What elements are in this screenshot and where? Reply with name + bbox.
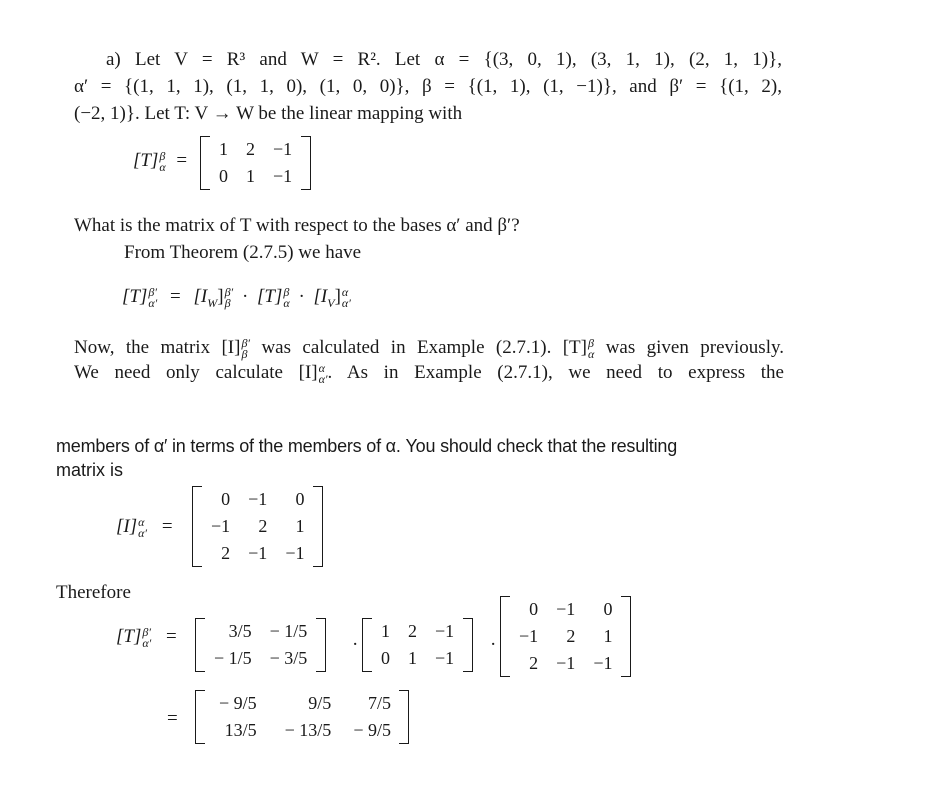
now-text-d: We need only calculate [I] — [74, 362, 318, 383]
intro-line-3: (−2, 1)}. Let T: V → W be the linear mapping with — [74, 103, 463, 124]
question-line-2: From Theorem (2.7.5) we have — [124, 242, 362, 263]
matrix-cell: −1 — [519, 626, 539, 646]
matrix-I-repeat — [500, 596, 631, 677]
question-line-1: What is the matrix of T with respect to the bases α′ and β′? — [74, 215, 520, 236]
bracket-right — [301, 136, 311, 190]
eq3-lhs: [I] — [116, 516, 138, 537]
eq2-lhs: [T] — [122, 286, 148, 307]
bracket-left — [200, 136, 210, 190]
eq-T-label — [133, 150, 187, 173]
now-sup-d: α — [318, 360, 325, 375]
eq2-f1-sup: β′ — [224, 284, 234, 299]
matrix-cell: 1 — [603, 626, 613, 646]
matrix-row — [205, 717, 399, 744]
matrix-cell: 9/5 — [308, 693, 332, 713]
therefore-label: Therefore — [56, 582, 131, 603]
eq2-f3: [I — [313, 286, 328, 307]
matrix-cell: − 3/5 — [269, 648, 308, 668]
matrix-row — [210, 136, 301, 163]
matrix-cell: 1 — [219, 139, 228, 159]
eq-composition — [122, 286, 351, 311]
matrix-result — [195, 690, 409, 744]
intro-line-2: α′ = {(1, 1, 1), (1, 1, 0), (1, 0, 0)}, β = {(1, 1), (1, −1)}, and β′ = {(1, 2), — [74, 76, 782, 97]
matrix-row — [202, 513, 313, 540]
eq2-f1-close: ] — [217, 286, 224, 307]
matrix-row — [205, 645, 316, 672]
eq2-equals: = — [170, 286, 181, 307]
matrix-row — [510, 596, 621, 623]
matrix-cell: 2 — [246, 139, 255, 159]
matrix-T-table — [210, 136, 301, 190]
now-text-a: Now, the matrix [I] — [74, 337, 241, 358]
now-line-1 — [74, 336, 784, 360]
matrix-row — [372, 645, 463, 672]
matrix-row — [202, 486, 313, 513]
matrix-cell: − 13/5 — [284, 720, 332, 740]
matrix-cell: 1 — [408, 648, 417, 668]
matrix-row — [210, 163, 301, 190]
matrix-cell: −1 — [273, 139, 293, 159]
matrix-I-table — [202, 486, 313, 567]
eq2-lhs-sup: β′ — [148, 284, 157, 299]
eq2-dot-2: · — [298, 286, 305, 307]
product-dot-2: · — [490, 634, 497, 655]
matrix-cell: −1 — [285, 543, 305, 563]
matrix-cell: 13/5 — [224, 720, 257, 740]
eq3-sup: α — [138, 514, 145, 529]
eq2-f1-sub: W — [207, 295, 218, 310]
eq2-f1-bsub: β — [224, 295, 231, 310]
matrix-cell: −1 — [211, 516, 231, 536]
eq-T-lhs: [T] — [133, 150, 159, 171]
matrix-cell: 2 — [221, 543, 231, 563]
matrix-cell: 1 — [295, 516, 305, 536]
eq-product-label — [116, 626, 177, 649]
eq-T-sub: α — [159, 159, 166, 174]
matrix-cell: − 1/5 — [269, 621, 308, 641]
eq4-equals: = — [166, 626, 177, 647]
matrix-cell: 2 — [408, 621, 417, 641]
matrix-I — [192, 486, 323, 567]
matrix-cell: −1 — [556, 599, 576, 619]
intro-line-1: a) Let V = R³ and W = R². Let α = {(3, 0, 1), (3, 1, 1), (2, 1, 1)}, — [106, 49, 782, 70]
eq-T-sup: β — [159, 148, 166, 163]
eq4-sub: α′ — [142, 635, 152, 650]
matrix-I-repeat-table — [510, 596, 621, 677]
matrix-cell: 2 — [566, 626, 576, 646]
bracket-left — [195, 618, 205, 672]
eq2-f3-close: ] — [334, 286, 341, 307]
eq3-equals: = — [161, 516, 173, 537]
matrix-cell: 0 — [381, 648, 390, 668]
matrix-cell: −1 — [273, 166, 293, 186]
product-dot-1: · — [352, 634, 359, 655]
matrix-cell: −1 — [248, 489, 268, 509]
matrix-T — [200, 136, 311, 190]
members-line-1: members of α′ in terms of the members of α. You should check that the resulting — [56, 436, 678, 456]
now-sup-a: β′ — [241, 335, 251, 350]
eq2-f3-sup: α — [341, 284, 349, 299]
bracket-right — [313, 486, 323, 567]
eq4-sup: β′ — [142, 624, 151, 639]
matrix-cell: − 9/5 — [219, 693, 257, 713]
eq2-f2-sub: α — [283, 295, 290, 310]
now-text-b: was calculated in Example (2.7.1). [T] — [250, 337, 587, 358]
eq4-lhs: [T] — [116, 626, 142, 647]
matrix-cell: 1 — [381, 621, 390, 641]
matrix-cell: 0 — [603, 599, 613, 619]
eq-result-equals: = — [167, 708, 178, 729]
matrix-cell: 0 — [219, 166, 228, 186]
now-sub-d: α′ — [318, 371, 328, 386]
now-sup-b: β — [587, 335, 594, 350]
members-line-2: matrix is — [56, 460, 123, 480]
now-line-2 — [74, 361, 784, 385]
eq2-f1: [I — [193, 286, 208, 307]
matrix-cell: −1 — [248, 543, 268, 563]
matrix-cell: 2 — [529, 653, 539, 673]
bracket-left — [500, 596, 510, 677]
now-text-e: . As in Example (2.7.1), we need to express the — [327, 362, 784, 383]
bracket-left — [192, 486, 202, 567]
now-sub-a: β — [241, 346, 248, 361]
bracket-right — [399, 690, 409, 744]
matrix-row — [510, 623, 621, 650]
now-sub-b: α — [587, 346, 595, 361]
matrix-cell: 2 — [258, 516, 268, 536]
bracket-left — [362, 618, 372, 672]
matrix-cell: 0 — [221, 489, 231, 509]
eq2-f3-sub: V — [327, 295, 335, 310]
matrix-cell: −1 — [435, 648, 455, 668]
bracket-right — [463, 618, 473, 672]
matrix-cell: 0 — [529, 599, 539, 619]
matrix-row — [510, 650, 621, 677]
eq2-dot-1: · — [241, 286, 249, 307]
matrix-row — [205, 690, 399, 717]
matrix-A-table — [205, 618, 316, 672]
matrix-cell: −1 — [593, 653, 613, 673]
eq-T-equals: = — [176, 150, 188, 171]
matrix-row — [202, 540, 313, 567]
eq2-f2-sup: β — [283, 284, 290, 299]
matrix-cell: 7/5 — [367, 693, 391, 713]
eq2-lhs-sub: α′ — [148, 295, 158, 310]
eq-I-label — [116, 516, 173, 539]
matrix-cell: −1 — [556, 653, 576, 673]
matrix-row — [205, 618, 316, 645]
matrix-result-table — [205, 690, 399, 744]
matrix-T-repeat-table — [372, 618, 463, 672]
matrix-cell: 1 — [246, 166, 255, 186]
matrix-change-of-basis — [195, 618, 326, 672]
matrix-cell: 3/5 — [228, 621, 252, 641]
eq3-sub: α′ — [138, 525, 148, 540]
bracket-right — [621, 596, 631, 677]
eq2-f3-bsub: α′ — [341, 295, 351, 310]
bracket-left — [195, 690, 205, 744]
matrix-T-repeat — [362, 618, 473, 672]
now-text-c: was given previously. — [594, 337, 784, 358]
matrix-cell: 0 — [295, 489, 305, 509]
matrix-cell: −1 — [435, 621, 455, 641]
matrix-cell: − 9/5 — [353, 720, 391, 740]
matrix-cell: − 1/5 — [214, 648, 252, 668]
matrix-row — [372, 618, 463, 645]
bracket-right — [316, 618, 326, 672]
eq2-f2: [T] — [257, 286, 283, 307]
